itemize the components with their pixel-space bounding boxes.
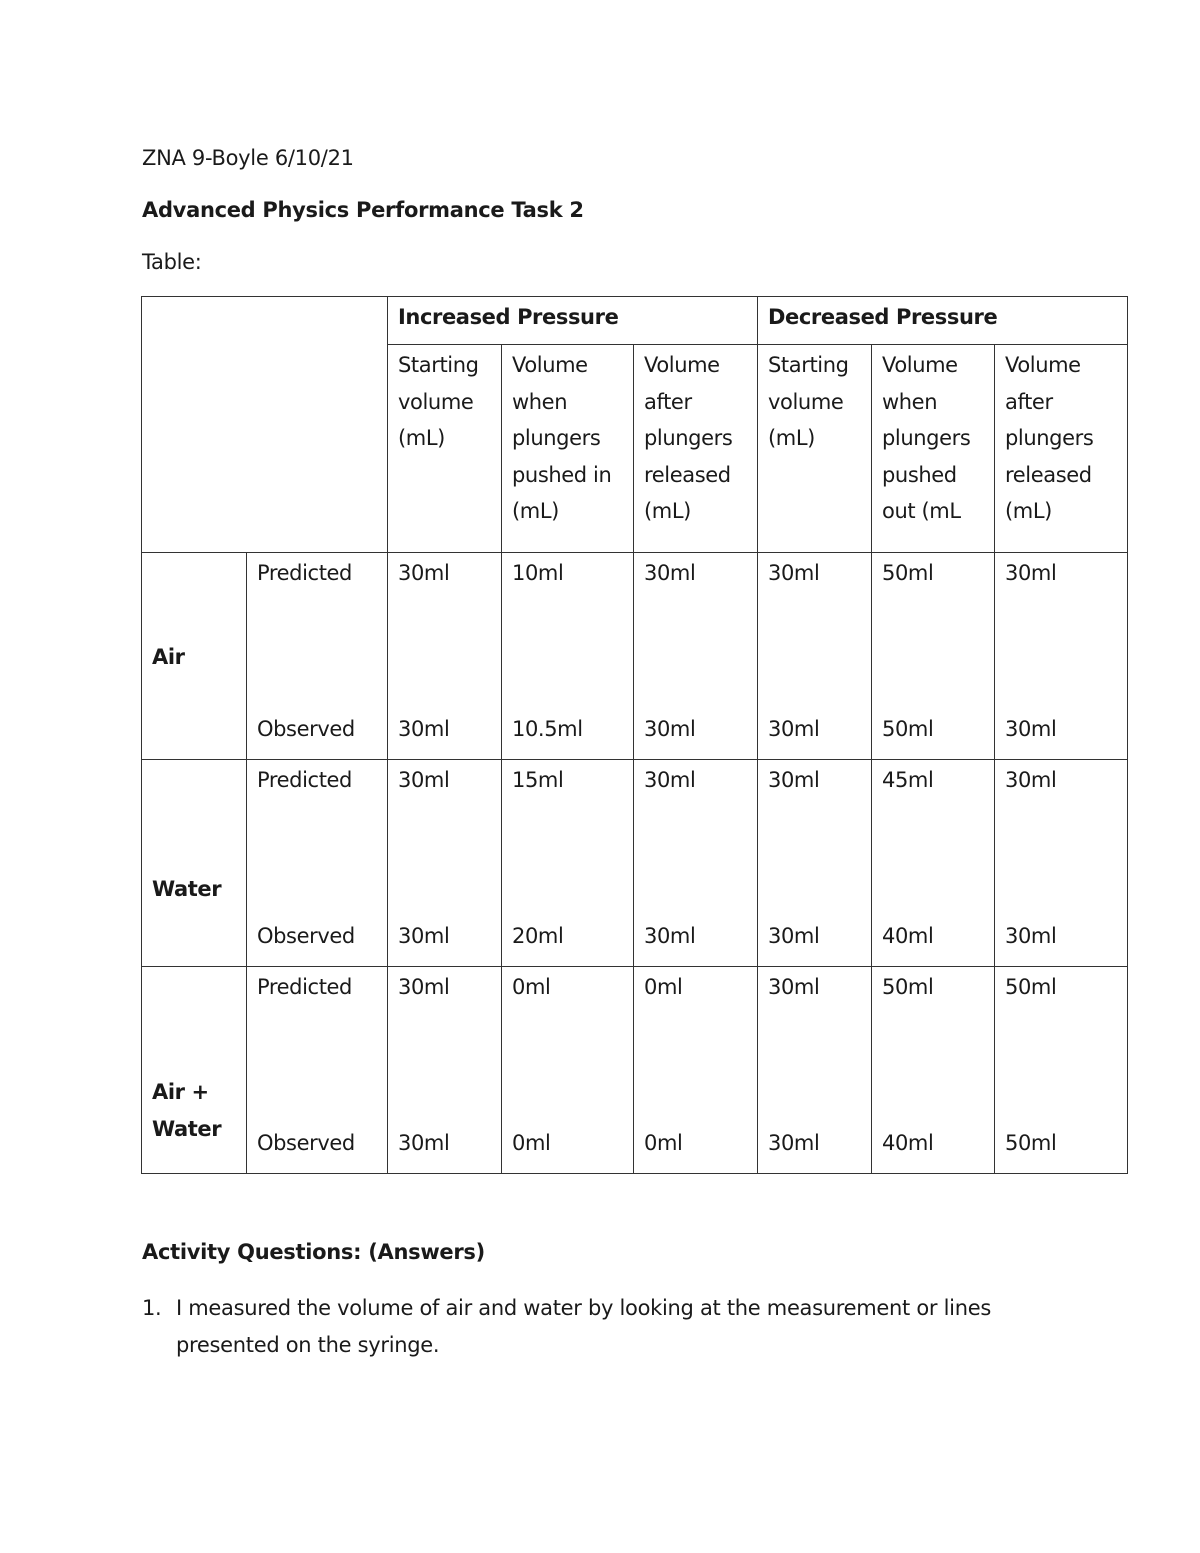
value-cell <box>634 553 758 760</box>
predicted-value: 30ml <box>398 975 450 999</box>
predicted-value: 50ml <box>882 975 934 999</box>
observed-value: 30ml <box>768 717 820 741</box>
value-cell <box>758 967 872 1174</box>
table-label: Table: <box>142 250 202 274</box>
group-header-row <box>142 297 1128 345</box>
predicted-value: 30ml <box>768 561 820 585</box>
row-label-water: Water <box>142 760 247 967</box>
observed-value: 20ml <box>512 924 564 948</box>
observed-value: 10.5ml <box>512 717 583 741</box>
answer-text: I measured the volume of air and water by looking at the measurement or lines presented on the syringe. <box>176 1296 991 1357</box>
value-cell <box>388 760 502 967</box>
value-cell <box>758 553 872 760</box>
row-label-air: Air <box>142 553 247 760</box>
value-cell <box>388 967 502 1174</box>
predicted-observed-cell <box>247 967 388 1174</box>
table-row-water <box>142 760 1128 967</box>
observed-value: 30ml <box>644 924 696 948</box>
value-cell <box>872 967 995 1174</box>
observed-value: 50ml <box>882 717 934 741</box>
observed-value: 0ml <box>512 1131 551 1155</box>
predicted-value: 30ml <box>1005 768 1057 792</box>
column-header: Volume when plungers pushed out (mL <box>872 345 995 553</box>
answer-number: 1. <box>142 1296 162 1320</box>
answer-item <box>142 1290 1082 1363</box>
value-cell <box>995 967 1128 1174</box>
observed-value: 30ml <box>398 717 450 741</box>
predicted-value: 0ml <box>512 975 551 999</box>
column-header: Volume after plungers released (mL) <box>634 345 758 553</box>
predicted-value: 15ml <box>512 768 564 792</box>
observed-value: 30ml <box>644 717 696 741</box>
predicted-value: 50ml <box>1005 975 1057 999</box>
predicted-value: 45ml <box>882 768 934 792</box>
observed-label: Observed <box>257 717 355 741</box>
predicted-value: 30ml <box>768 975 820 999</box>
value-cell <box>502 967 634 1174</box>
empty-corner-cell <box>142 297 388 553</box>
value-cell <box>634 967 758 1174</box>
table-row-air-water <box>142 967 1128 1174</box>
predicted-label: Predicted <box>257 975 352 999</box>
group-header-decreased: Decreased Pressure <box>758 297 1128 345</box>
row-label-air-water: Air + Water <box>142 967 247 1174</box>
observed-value: 30ml <box>768 924 820 948</box>
questions-heading: Activity Questions: (Answers) <box>142 1240 485 1264</box>
observed-value: 30ml <box>1005 924 1057 948</box>
value-cell <box>634 760 758 967</box>
observed-value: 30ml <box>1005 717 1057 741</box>
predicted-value: 0ml <box>644 975 683 999</box>
observed-value: 0ml <box>644 1131 683 1155</box>
predicted-value: 30ml <box>1005 561 1057 585</box>
document-title: Advanced Physics Performance Task 2 <box>142 198 584 222</box>
predicted-value: 30ml <box>644 561 696 585</box>
value-cell <box>758 760 872 967</box>
answer-list <box>142 1290 1082 1363</box>
value-cell <box>502 760 634 967</box>
predicted-label: Predicted <box>257 561 352 585</box>
observed-label: Observed <box>257 924 355 948</box>
value-cell <box>872 760 995 967</box>
document-header: ZNA 9-Boyle 6/10/21 <box>142 146 354 170</box>
group-header-increased: Increased Pressure <box>388 297 758 345</box>
predicted-observed-cell <box>247 760 388 967</box>
observed-value: 30ml <box>398 1131 450 1155</box>
column-header: Starting volume (mL) <box>388 345 502 553</box>
predicted-value: 30ml <box>398 768 450 792</box>
value-cell <box>995 553 1128 760</box>
predicted-value: 30ml <box>398 561 450 585</box>
value-cell <box>995 760 1128 967</box>
observed-value: 40ml <box>882 1131 934 1155</box>
predicted-value: 30ml <box>768 768 820 792</box>
observed-value: 40ml <box>882 924 934 948</box>
observed-value: 30ml <box>398 924 450 948</box>
predicted-observed-cell <box>247 553 388 760</box>
predicted-value: 30ml <box>644 768 696 792</box>
results-table <box>141 296 1128 1174</box>
value-cell <box>502 553 634 760</box>
column-header: Volume after plungers released (mL) <box>995 345 1128 553</box>
predicted-value: 10ml <box>512 561 564 585</box>
table-row-air <box>142 553 1128 760</box>
column-header: Volume when plungers pushed in (mL) <box>502 345 634 553</box>
value-cell <box>388 553 502 760</box>
observed-value: 50ml <box>1005 1131 1057 1155</box>
observed-value: 30ml <box>768 1131 820 1155</box>
predicted-value: 50ml <box>882 561 934 585</box>
value-cell <box>872 553 995 760</box>
column-header: Starting volume (mL) <box>758 345 872 553</box>
predicted-label: Predicted <box>257 768 352 792</box>
observed-label: Observed <box>257 1131 355 1155</box>
